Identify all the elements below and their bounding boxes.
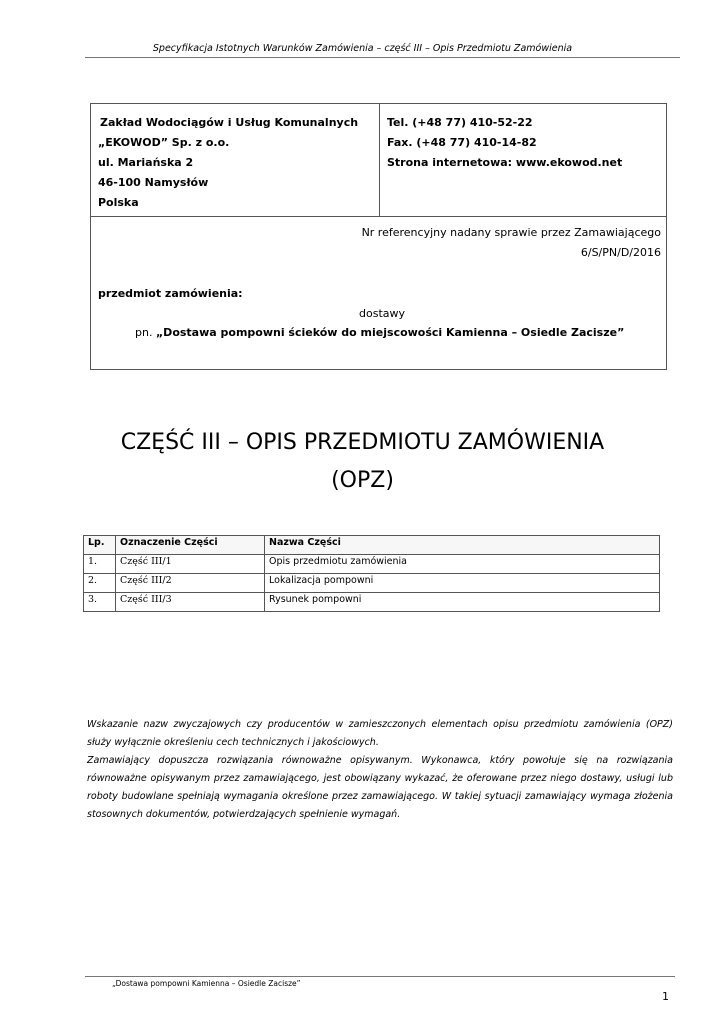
part-code: Część III/1 [116, 555, 265, 574]
page-title-abbreviation: (OPZ) [331, 468, 394, 493]
row-number: 2. [84, 574, 116, 593]
equivalence-notes [87, 716, 673, 824]
fax-number: Fax. (+48 77) 410-14-82 [387, 136, 537, 149]
parts-table [83, 535, 660, 612]
column-header-part-code: Oznaczenie Części [116, 536, 265, 555]
part-name: Opis przedmiotu zamówienia [265, 555, 660, 574]
running-header: Specyfikacja Istotnych Warunków Zamówienia – część III – Opis Przedmiotu Zamówienia [152, 43, 573, 54]
company-city: 46-100 Namysłów [98, 176, 209, 189]
row-number: 1. [84, 555, 116, 574]
part-code: Część III/3 [116, 593, 265, 612]
company-country: Polska [98, 196, 139, 209]
note-paragraph: Wskazanie nazw zwyczajowych czy producentów w zamieszczonych elementach opisu przedmiotu zamówienia (OPZ) służy wyłącznie określeniu cech technicznych i jakościowych. [87, 719, 673, 748]
reference-number: 6/S/PN/D/2016 [580, 246, 661, 259]
part-code: Część III/2 [116, 574, 265, 593]
subject-label: przedmiot zamówienia: [98, 287, 243, 300]
table-row [84, 593, 660, 612]
page-title [0, 424, 725, 500]
website: Strona internetowa: www.ekowod.net [387, 156, 623, 169]
company-name: Zakład Wodociągów i Usług Komunalnych [100, 116, 359, 129]
part-name: Lokalizacja pompowni [265, 574, 660, 593]
table-header-row [84, 536, 660, 555]
header-divider [85, 57, 680, 58]
company-address-cell [91, 104, 380, 217]
table-row [84, 574, 660, 593]
subject-prefix: pn. [135, 326, 156, 339]
subject-name: „Dostawa pompowni ścieków do miejscowości Kamienna – Osiedle Zacisze” [155, 326, 625, 339]
note-paragraph: Zamawiający dopuszcza rozwiązania równoważne opisywanym. Wykonawca, który powołuje się na rozwiązania równoważne opisywanym przez zamawiającego, jest obowiązany wykazać, że oferowane przez niego dostawy, usługi lub roboty budowlane spełniają wymagania określone przez zamawiającego. W takiej sytuacji zamawiający wymaga złożenia stosownych dokumentów, potwierdzających spełnienie wymagań. [87, 755, 673, 820]
page-title-line: CZĘŚĆ III – OPIS PRZEDMIOTU ZAMÓWIENIA [120, 430, 605, 455]
company-legal-name: „EKOWOD” Sp. z o.o. [98, 136, 230, 149]
subject-title [135, 326, 624, 339]
table-row [84, 555, 660, 574]
part-name: Rysunek pompowni [265, 593, 660, 612]
subject-type: dostawy [359, 307, 406, 320]
row-number: 3. [84, 593, 116, 612]
column-header-number: Lp. [84, 536, 116, 555]
footer-divider [85, 976, 675, 977]
company-street: ul. Mariańska 2 [98, 156, 194, 169]
footer-text: „Dostawa pompowni Kamienna – Osiedle Zacisze” [112, 979, 301, 988]
phone-number: Tel. (+48 77) 410-52-22 [387, 116, 533, 129]
reference-label: Nr referencyjny nadany sprawie przez Zamawiającego [361, 226, 661, 239]
contracting-authority-box [90, 103, 667, 370]
column-header-part-name: Nazwa Części [265, 536, 660, 555]
page-number: 1 [662, 990, 669, 1003]
company-contact-cell [380, 104, 666, 217]
